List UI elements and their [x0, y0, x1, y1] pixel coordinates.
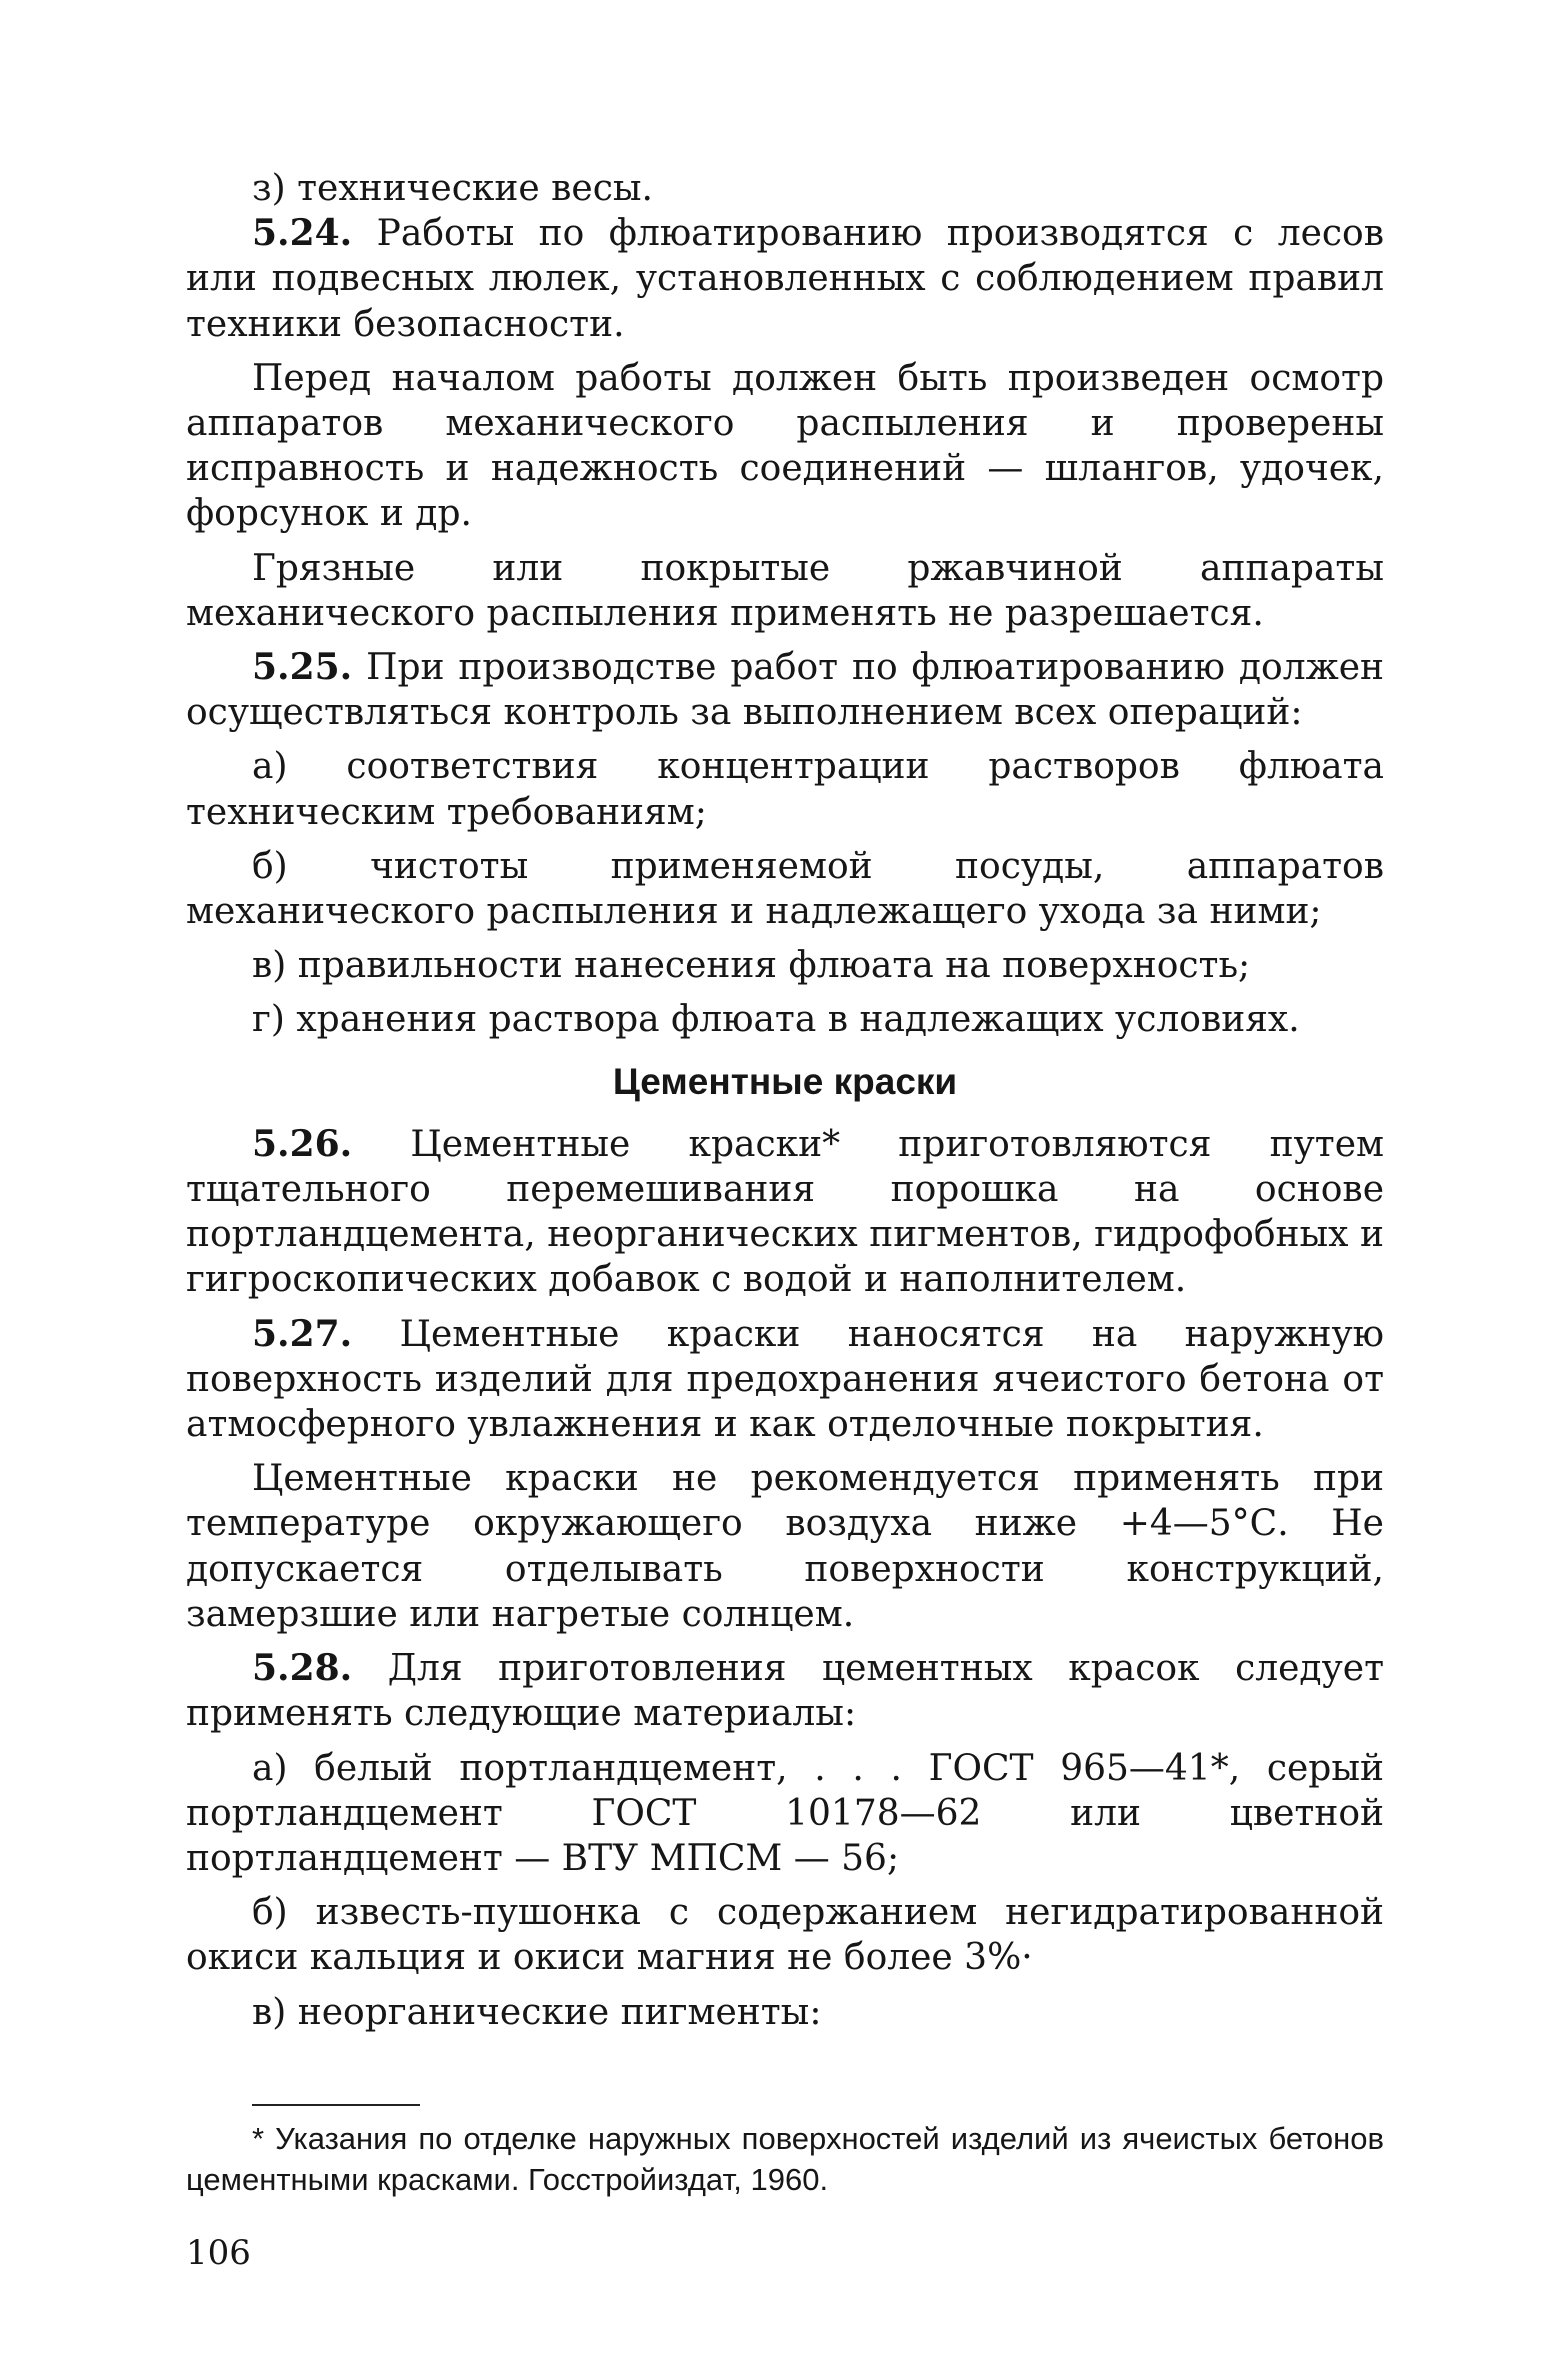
footnote: * Указания по отделке наружных поверхностей изделий из ячеистых бетонов цементными красками. Госстройиздат, 1960.	[186, 2121, 1384, 2197]
paragraph-5-27	[186, 1312, 1384, 1448]
paragraph-5-25-text: При производстве работ по флюатированию должен осуществляться контроль за выполнением всех операций:	[186, 647, 1384, 734]
list-item-g: г) хранения раствора флюата в надлежащих условиях.	[252, 999, 1300, 1041]
material-item-a: а) белый портландцемент, . . . ГОСТ 965—41*, серый портландцемент ГОСТ 10178—62 или цветной портландцемент — ВТУ МПСМ — 56;	[186, 1747, 1384, 1879]
paragraph-5-24-text: Работы по флюатированию производятся с лесов или подвесных люлек, установленных с соблюдением правил техники безопасности.	[186, 213, 1384, 345]
paragraph-5-28-text: Для приготовления цементных красок следует применять следующие материалы:	[186, 1648, 1384, 1735]
list-item-v: в) правильности нанесения флюата на поверхность;	[252, 945, 1251, 987]
footnote-divider	[252, 2104, 420, 2106]
paragraph-5-25	[186, 645, 1384, 735]
list-item-b: б) чистоты применяемой посуды, аппаратов механического распыления и надлежащего ухода за ними;	[186, 845, 1384, 933]
list-item-z: з) технические весы.	[252, 168, 653, 209]
section-number-5-26: 5.26.	[252, 1122, 353, 1165]
section-number-5-27: 5.27.	[252, 1312, 353, 1355]
material-item-v: в) неорганические пигменты:	[252, 1991, 822, 2033]
paragraph-5-27-text: Цементные краски наносятся на наружную поверхность изделий для предохранения ячеистого бетона от атмосферного увлажнения и как отделочные покрытия.	[186, 1313, 1384, 1446]
section-number-5-24: 5.24.	[252, 212, 353, 255]
paragraph-5-28	[186, 1646, 1384, 1736]
section-number-5-25: 5.25.	[252, 646, 353, 689]
paragraph-5-26-text: Цементные краски* приготовляются путем тщательного перемешивания порошка на основе портландцемента, неорганических пигментов, гидрофобных и гигроскопических добавок с водой и наполнителем.	[186, 1123, 1384, 1301]
material-item-b: б) известь-пушонка с содержанием негидратированной окиси кальция и окиси магния не более 3%·	[186, 1892, 1384, 1979]
section-number-5-28: 5.28.	[252, 1647, 353, 1690]
page-number: 106	[186, 2233, 251, 2273]
paragraph-5-27-temperature: Цементные краски не рекомендуется применять при температуре окружающего воздуха ниже +4—5°С. Не допускается отделывать поверхности конструкций, замерзшие или нагретые солнцем.	[186, 1458, 1384, 1635]
list-item-a: а) соответствия концентрации растворов флюата техническим требованиям;	[186, 746, 1384, 833]
paragraph-5-26	[186, 1122, 1384, 1303]
paragraph-5-24	[186, 211, 1384, 347]
section-heading: Цементные краски	[612, 1060, 958, 1102]
paragraph-5-24-dirty-apparatus: Грязные или покрытые ржавчиной аппараты механического распыления применять не разрешается.	[186, 547, 1384, 634]
main-text	[186, 166, 1384, 2035]
paragraph-5-24-inspection: Перед началом работы должен быть произведен осмотр аппаратов механического распыления и проверены исправность и надежность соединений — шлангов, удочек, форсунок и др.	[186, 357, 1384, 535]
